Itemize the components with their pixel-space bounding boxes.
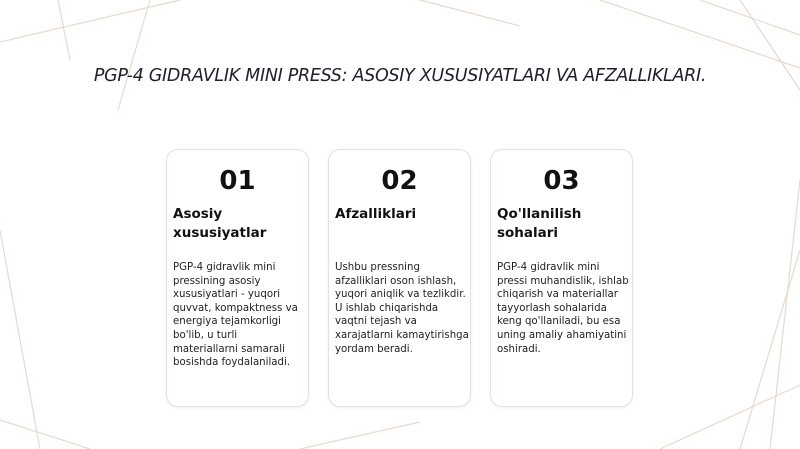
slide-title: PGP-4 GIDRAVLIK MINI PRESS: ASOSIY XUSUSIYATLARI VA AFZALLIKLARI. <box>93 66 707 86</box>
card-advantages <box>328 149 471 407</box>
card-number: 02 <box>381 166 418 196</box>
card-body-text: PGP-4 gidravlik mini pressining asosiy xususiyatlari - yuqori quvvat, kompaktness va energiya tejamkorligi bo'lib, u turli materiallarni samarali bosishda foydalaniladi. <box>173 262 298 369</box>
card-heading: Afzalliklari <box>335 206 417 222</box>
card-heading: Qo'llanilish sohalari <box>497 206 582 241</box>
card-key-features <box>166 149 309 407</box>
card-body-text: Ushbu pressning afzalliklari oson ishlash, yuqori aniqlik va tezlikdir. U ishlab chiqarishda vaqtni tejash va xarajatlarni kamaytirishga yordam beradi. <box>335 262 469 355</box>
card-number: 03 <box>543 166 580 196</box>
card-number: 01 <box>219 166 256 196</box>
card-application-areas <box>490 149 633 407</box>
card-heading: Asosiy xususiyatlar <box>173 206 267 241</box>
card-body-text: PGP-4 gidravlik mini pressi muhandislik, ishlab chiqarish va materiallar tayyorlash sohalarida keng qo'llaniladi, bu esa uning amaliy ahamiyatini oshiradi. <box>497 262 629 355</box>
